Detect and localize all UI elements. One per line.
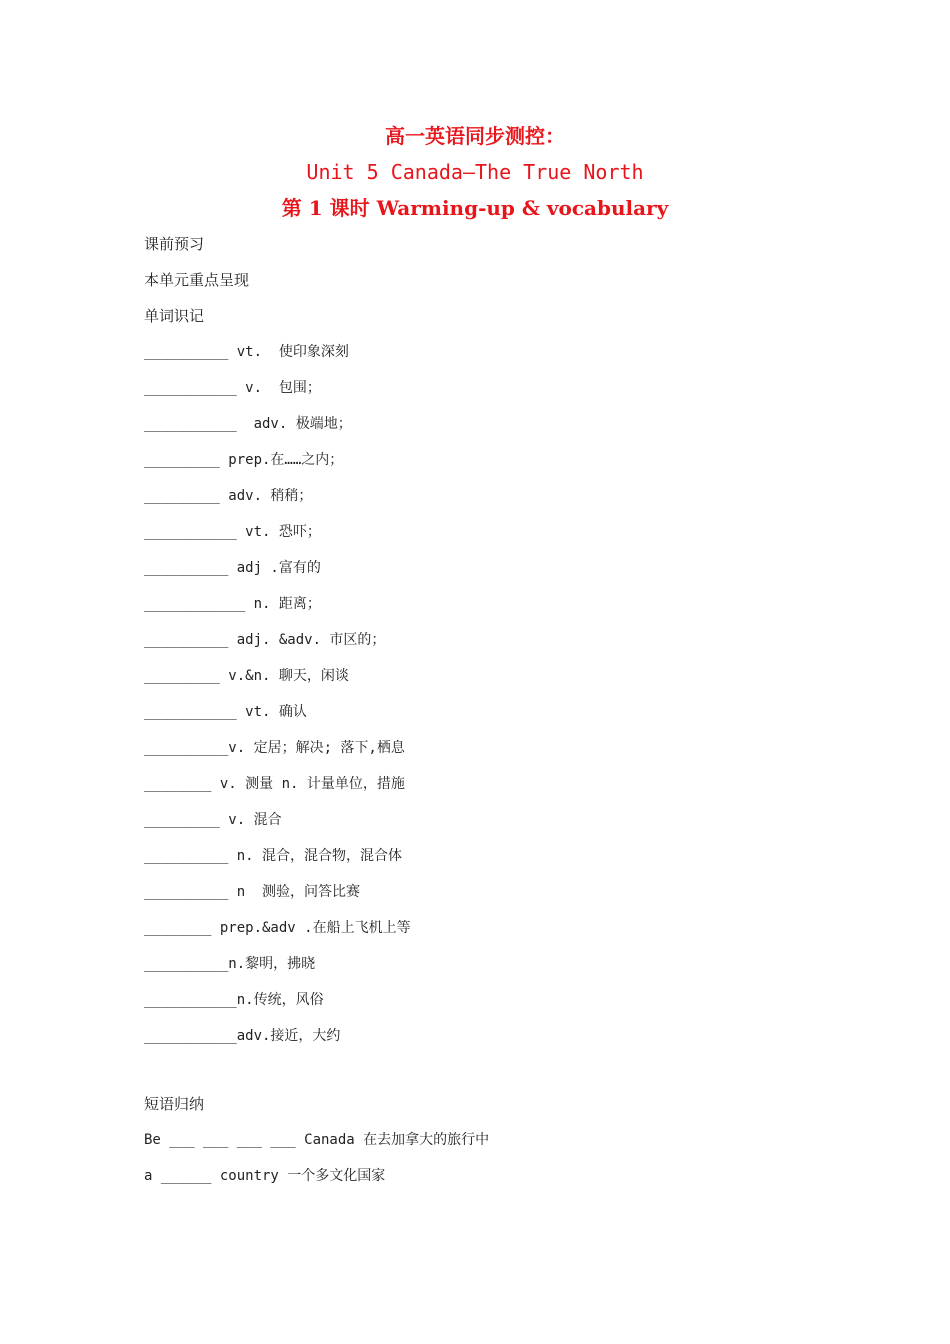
section-vocab-heading: 单词识记 [144,307,205,325]
vocab-item: __________ n 测验，问答比赛 [144,884,361,900]
vocab-item: ________ prep.&adv .在船上飞机上等 [144,920,411,936]
section-key-points: 本单元重点呈现 [144,271,250,289]
lesson-title: 第 1 课时 Warming-up & vocabulary [281,196,669,220]
vocab-item: ___________n.传统，风俗 [144,992,324,1008]
vocab-item: _________ v.&n. 聊天，闲谈 [144,668,349,684]
section-preview: 课前预习 [144,235,205,253]
section-gap [144,1054,844,1086]
vocab-item: __________ adj. &adv. 市区的； [144,632,386,648]
vocab-item: ________ v. 测量 n. 计量单位，措施 [144,776,405,792]
vocab-item: ____________ n. 距离； [144,596,321,612]
title-block [0,118,950,226]
vocab-item: ___________ v. 包围； [144,380,321,396]
content-body [144,226,844,1194]
section-phrases-heading: 短语归纳 [144,1095,205,1113]
page-title: 高一英语同步测控： [385,124,565,148]
phrase-item: Be ___ ___ ___ ___ Canada 在去加拿大的旅行中 [144,1132,490,1148]
vocab-item: __________ adj .富有的 [144,560,321,576]
vocab-item: ___________adv.接近，大约 [144,1028,341,1044]
vocab-item: __________v. 定居；解决; 落下,栖息 [144,740,405,756]
vocab-item: ___________ adv. 极端地； [144,416,352,432]
vocab-item: ___________ vt. 恐吓； [144,524,321,540]
phrase-item: a ______ country 一个多文化国家 [144,1168,386,1184]
phrase-list [144,1122,844,1194]
unit-title: Unit 5 Canada—The True North [306,160,644,184]
vocabulary-list [144,334,844,1054]
vocab-item: __________ vt. 使印象深刻 [144,344,349,360]
vocab-item: _________ prep.在……之内； [144,452,344,468]
vocab-item: __________n.黎明，拂晓 [144,956,316,972]
vocab-item: _________ adv. 稍稍； [144,488,313,504]
vocab-item: _________ v. 混合 [144,812,282,828]
vocab-item: ___________ vt. 确认 [144,704,307,720]
vocab-item: __________ n. 混合，混合物，混合体 [144,848,403,864]
